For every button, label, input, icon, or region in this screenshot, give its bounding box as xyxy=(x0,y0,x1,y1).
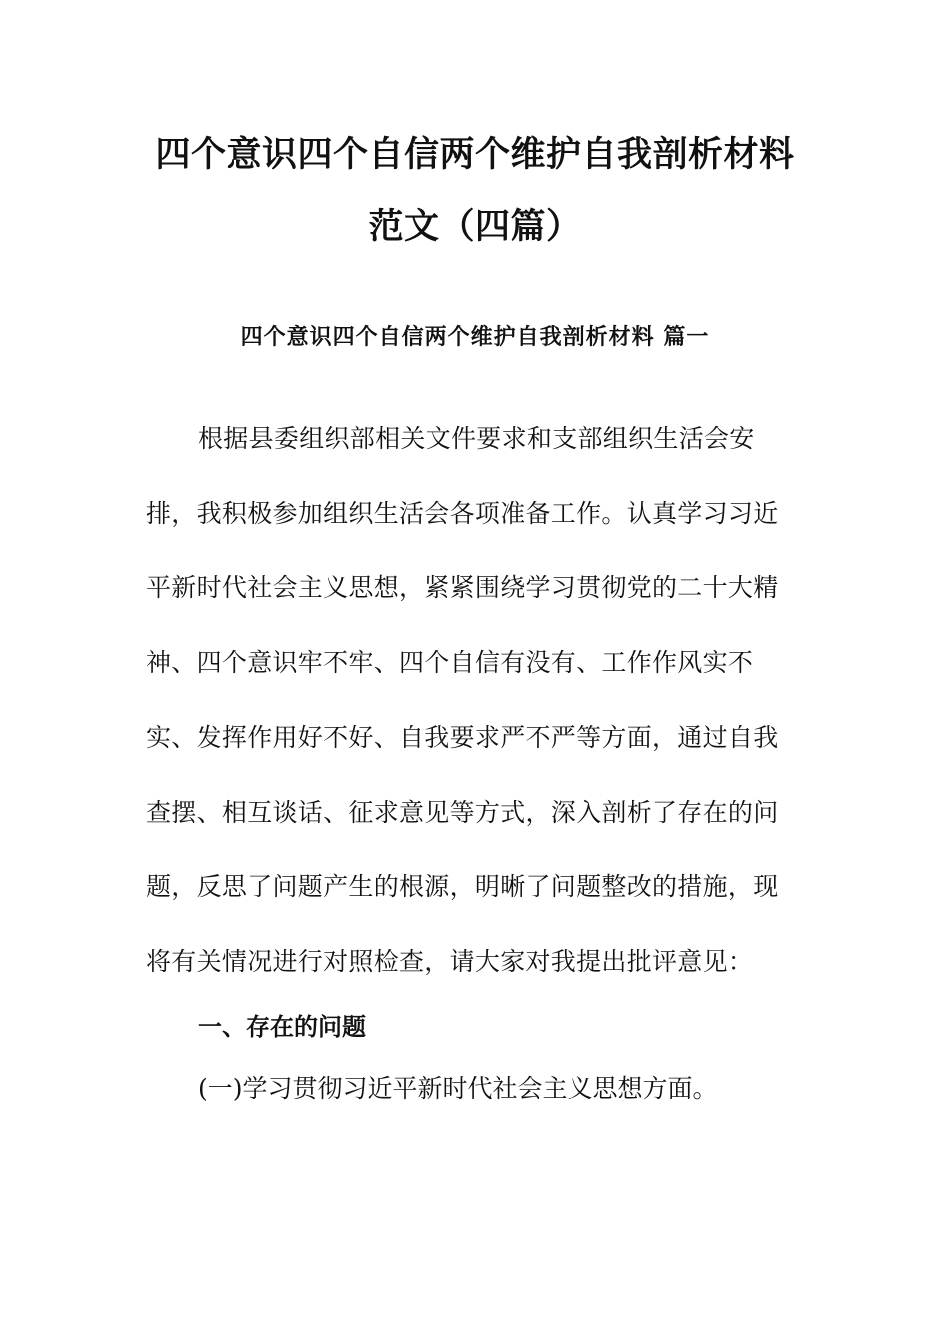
paragraph-line: 平新时代社会主义思想，紧紧围绕学习贯彻党的二十大精 xyxy=(146,573,779,602)
section-heading: 一、存在的问题 xyxy=(198,1013,366,1041)
subsection-heading: (一)学习贯彻习近平新时代社会主义思想方面。 xyxy=(198,1074,718,1103)
document-title-line-1: 四个意识四个自信两个维护自我剖析材料 xyxy=(155,135,795,175)
paragraph-line: 实、发挥作用好不好、自我要求严不严等方面，通过自我 xyxy=(146,723,779,752)
paragraph-line: 查摆、相互谈话、征求意见等方式，深入剖析了存在的问 xyxy=(146,798,779,827)
paragraph-line: 排，我积极参加组织生活会各项准备工作。认真学习习近 xyxy=(146,499,779,528)
paragraph-line: 根据县委组织部相关文件要求和支部组织生活会安 xyxy=(198,424,755,453)
paragraph-line: 将有关情况进行对照检查，请大家对我提出批评意见： xyxy=(146,947,754,976)
paragraph-line: 神、四个意识牢不牢、四个自信有没有、工作作风实不 xyxy=(146,648,754,677)
document-subtitle: 四个意识四个自信两个维护自我剖析材料 篇一 xyxy=(240,325,710,350)
paragraph-line: 题，反思了问题产生的根源，明晰了问题整改的措施，现 xyxy=(146,872,779,901)
document-title-line-2: 范文（四篇） xyxy=(368,207,582,247)
